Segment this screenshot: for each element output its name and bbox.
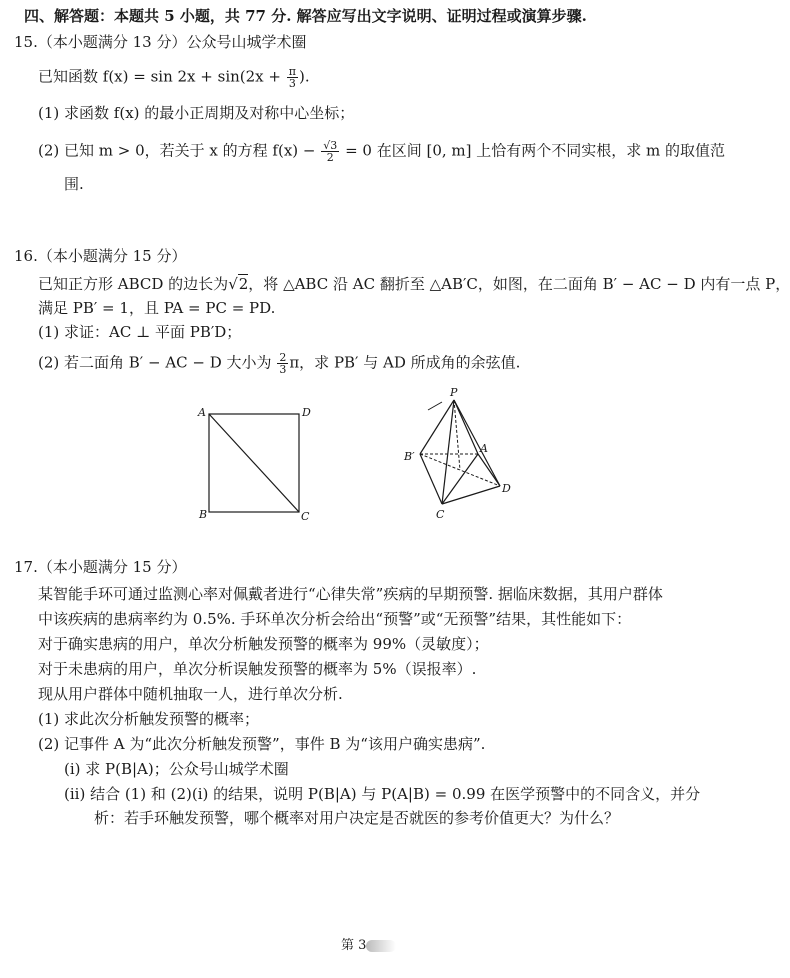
q15-part2	[38, 140, 725, 163]
tetra-label-b: B′	[404, 450, 415, 463]
q17-para5: 现从用户群体中随机抽取一人，进行单次分析.	[38, 685, 343, 703]
q15-sqrt-num: √3	[323, 139, 338, 152]
edge-pd	[454, 400, 500, 486]
q16-part2-suffix: π，求 PB′ 与 AD 所成角的余弦值.	[289, 353, 521, 372]
q15-given-suffix: ).	[298, 67, 310, 86]
q16-line2: 满足 PB′ = 1，且 PA = PC = PD.	[38, 299, 276, 317]
q15-part1: (1) 求函数 f(x) 的最小正周期及对称中心坐标；	[38, 104, 355, 122]
q15-pi-fraction	[287, 66, 298, 89]
figure-mark	[428, 402, 442, 410]
q16-fraction	[277, 352, 288, 375]
q16-frac-den: 3	[279, 363, 287, 376]
q15-part2-prefix: (2) 已知 m > 0，若关于 x 的方程 f(x) −	[38, 141, 316, 160]
q16-part2	[38, 352, 520, 375]
tetra-label-c: C	[436, 508, 445, 521]
q16-frac-num: 2	[279, 351, 287, 364]
tetra-label-p: P	[450, 386, 458, 399]
q15-sqrt-fraction	[321, 140, 339, 163]
tetra-label-d: D	[502, 482, 511, 495]
square-label-d: D	[302, 406, 311, 419]
edge-cd	[442, 486, 500, 504]
q17-header: 17.（本小题满分 15 分）	[14, 558, 187, 576]
tetra-label-a: A	[480, 442, 488, 455]
q15-given-prefix: 已知函数 f(x) = sin 2x + sin(2x +	[38, 67, 281, 86]
q15-pi-num: π	[288, 65, 296, 78]
square-label-b: B	[199, 508, 208, 521]
q17-part2i: (i) 求 P(B|A)；公众号山城学术圈	[64, 760, 289, 778]
q17-part2ii-line1: (ii) 结合 (1) 和 (2)(i) 的结果，说明 P(B|A) 与 P(A|B) = 0.99 在医学预警中的不同含义，并分	[64, 785, 701, 803]
q17-para4: 对于未患病的用户，单次分析误触发预警的概率为 5%（误报率）.	[38, 660, 477, 678]
page-number: 第 3	[341, 938, 367, 953]
q15-given	[38, 66, 310, 89]
q16-sqrt-radicand: 2	[238, 275, 249, 293]
q17-part1: (1) 求此次分析触发预警的概率；	[38, 710, 260, 728]
edge-ad	[478, 454, 500, 486]
q16-line1-prefix: 已知正方形 ABCD 的边长为	[38, 275, 229, 293]
q15-pi-den: 3	[288, 77, 296, 90]
q16-header: 16.（本小题满分 15 分）	[14, 247, 187, 265]
q16-part1: (1) 求证：AC ⊥ 平面 PB′D；	[38, 323, 242, 341]
square-label-c: C	[301, 510, 310, 523]
q17-para3: 对于确实患病的用户，单次分析触发预警的概率为 99%（灵敏度）；	[38, 635, 489, 653]
square-label-a: A	[198, 406, 206, 419]
q16-line1-suffix: ，将 △ABC 沿 AC 翻折至 △AB′C，如图，在二面角 B′ − AC − D 内有一点 P，	[248, 275, 790, 293]
q15-part2-cont: 围.	[64, 175, 84, 193]
q15-part2-suffix: = 0 在区间 [0, m] 上恰有两个不同实根，求 m 的取值范	[345, 141, 726, 160]
square-figure	[195, 400, 325, 525]
q17-para2: 中该疾病的患病率约为 0.5%. 手环单次分析会给出“预警”或“无预警”结果，其性能如下：	[38, 610, 632, 628]
footer-smudge	[366, 940, 396, 952]
tetra-figure	[398, 386, 528, 526]
q16-sqrt-sign: √	[228, 275, 238, 293]
q16-part2-prefix: (2) 若二面角 B′ − AC − D 大小为	[38, 353, 272, 372]
square-diagonal-ac	[209, 414, 299, 512]
q17-para1: 某智能手环可通过监测心率对佩戴者进行“心律失常”疾病的早期预警. 据临床数据，其用户群体	[38, 585, 663, 603]
section-header: 四、解答题：本题共 5 小题，共 77 分. 解答应写出文字说明、证明过程或演算步骤.	[24, 7, 587, 25]
q17-part2ii-line2: 析：若手环触发预警，哪个概率对用户决定是否就医的参考价值更大？为什么？	[94, 809, 620, 827]
q15-sqrt-den: 2	[326, 151, 334, 164]
q16-line1	[38, 274, 790, 294]
q15-header: 15.（本小题满分 13 分）公众号山城学术圈	[14, 33, 307, 51]
q17-part2: (2) 记事件 A 为“此次分析触发预警”，事件 B 为“该用户确实患病”.	[38, 735, 486, 753]
